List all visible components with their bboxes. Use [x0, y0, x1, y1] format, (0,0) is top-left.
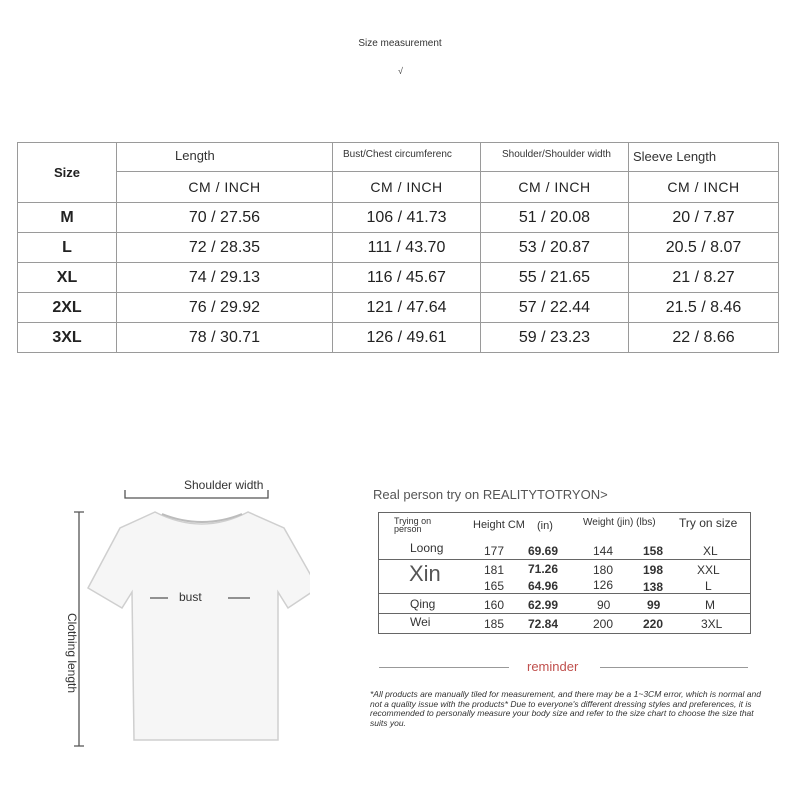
unit-label: CM / INCH [629, 172, 779, 203]
height-cm: 185 [484, 617, 505, 631]
size-cell: M [18, 203, 117, 233]
tryon-title: Real person try on REALITYTOTRYON> [373, 487, 608, 502]
bust-cell: 121 / 47.64 [333, 293, 481, 323]
person-name: Xin [409, 561, 441, 586]
person-header: Trying on person [394, 516, 432, 534]
check-mark: √ [398, 66, 403, 76]
size-cell: XL [18, 263, 117, 293]
shoulder-cell: 57 / 22.44 [481, 293, 629, 323]
sleeve-cell: 21 / 8.27 [629, 263, 779, 293]
unit-label: CM / INCH [481, 172, 629, 203]
size-cell: 3XL [18, 323, 117, 353]
sleeve-cell: 21.5 / 8.46 [629, 293, 779, 323]
table-row [18, 203, 779, 233]
weight-lbs: 138 [643, 580, 664, 594]
tryon-size-header: Try on size [679, 516, 738, 530]
height-cm: 165 [484, 579, 505, 593]
person-name: Loong [410, 541, 444, 555]
tryon-size: XXL [697, 563, 720, 577]
tryon-size: L [705, 579, 712, 593]
weight-header: Weight (jin) (lbs) [583, 517, 656, 528]
tryon-table [378, 512, 751, 634]
reminder-divider-left [379, 667, 509, 668]
tshirt-outline [88, 512, 310, 740]
reminder-label: reminder [527, 659, 579, 674]
shoulder-cell: 59 / 23.23 [481, 323, 629, 353]
weight-lbs: 220 [643, 617, 664, 631]
table-row [18, 323, 779, 353]
bust-cell: 111 / 43.70 [333, 233, 481, 263]
height-in: 72.84 [528, 617, 559, 631]
person-name: Wei [410, 615, 431, 629]
length-cell: 72 / 28.35 [117, 233, 333, 263]
weight-jin: 200 [593, 617, 614, 631]
bust-cell: 106 / 41.73 [333, 203, 481, 233]
weight-jin: 180 [593, 563, 614, 577]
weight-jin: 126 [593, 578, 614, 592]
weight-lbs: 99 [647, 598, 661, 612]
shoulder-column-header: Shoulder/Shoulder width [481, 143, 629, 172]
tryon-size: XL [703, 544, 718, 558]
height-in: 64.96 [528, 579, 559, 593]
sleeve-column-header: Sleeve Length [629, 143, 779, 172]
weight-jin: 90 [597, 598, 611, 612]
length-column-header: Length [117, 143, 333, 172]
height-in: 69.69 [528, 544, 559, 558]
length-cell: 78 / 30.71 [117, 323, 333, 353]
clothing-length-label: Clothing length [65, 612, 80, 694]
tryon-size: 3XL [701, 617, 723, 631]
unit-label: CM / INCH [117, 172, 333, 203]
sleeve-cell: 20 / 7.87 [629, 203, 779, 233]
table-row [18, 293, 779, 323]
height-cm: 181 [484, 563, 505, 577]
row-divider [379, 593, 750, 594]
table-row [18, 233, 779, 263]
size-cell: L [18, 233, 117, 263]
shoulder-cell: 55 / 21.65 [481, 263, 629, 293]
length-cell: 76 / 29.92 [117, 293, 333, 323]
height-in: 71.26 [528, 562, 559, 576]
sleeve-cell: 20.5 / 8.07 [629, 233, 779, 263]
weight-jin: 144 [593, 544, 614, 558]
shoulder-cell: 53 / 20.87 [481, 233, 629, 263]
table-unit-row [18, 172, 779, 203]
person-name: Qing [410, 597, 436, 611]
bust-cell: 126 / 49.61 [333, 323, 481, 353]
size-column-header: Size [18, 143, 117, 203]
size-cell: 2XL [18, 293, 117, 323]
page-title: Size measurement [358, 38, 442, 49]
bust-cell: 116 / 45.67 [333, 263, 481, 293]
height-header: Height CM [473, 519, 525, 531]
reminder-notice: *All products are manually tiled for measurement, and there may be a 1~3CM error, which is normal and not a quality issue with the products* Due to everyone's different dressing styles and preferences, it is recommended to personally measure your body size and refer to the size chart to choose the size that suits you. [370, 689, 761, 728]
unit-label: CM / INCH [333, 172, 481, 203]
bust-label: bust [179, 590, 202, 604]
size-table [17, 142, 779, 353]
tshirt-diagram [70, 470, 310, 760]
bust-column-header: Bust/Chest circumferenc [333, 143, 481, 172]
tryon-size: M [705, 598, 715, 612]
shoulder-width-label: Shoulder width [184, 478, 264, 492]
weight-lbs: 158 [643, 544, 664, 558]
height-in: 62.99 [528, 598, 559, 612]
height-cm: 160 [484, 598, 505, 612]
row-divider [379, 613, 750, 614]
reminder-divider-right [600, 667, 748, 668]
row-divider [379, 559, 750, 560]
table-header-row [18, 143, 779, 172]
length-cell: 70 / 27.56 [117, 203, 333, 233]
height-unit-header: (in) [537, 520, 553, 532]
shoulder-cell: 51 / 20.08 [481, 203, 629, 233]
length-cell: 74 / 29.13 [117, 263, 333, 293]
height-cm: 177 [484, 544, 505, 558]
table-row [18, 263, 779, 293]
sleeve-cell: 22 / 8.66 [629, 323, 779, 353]
weight-lbs: 198 [643, 563, 664, 577]
